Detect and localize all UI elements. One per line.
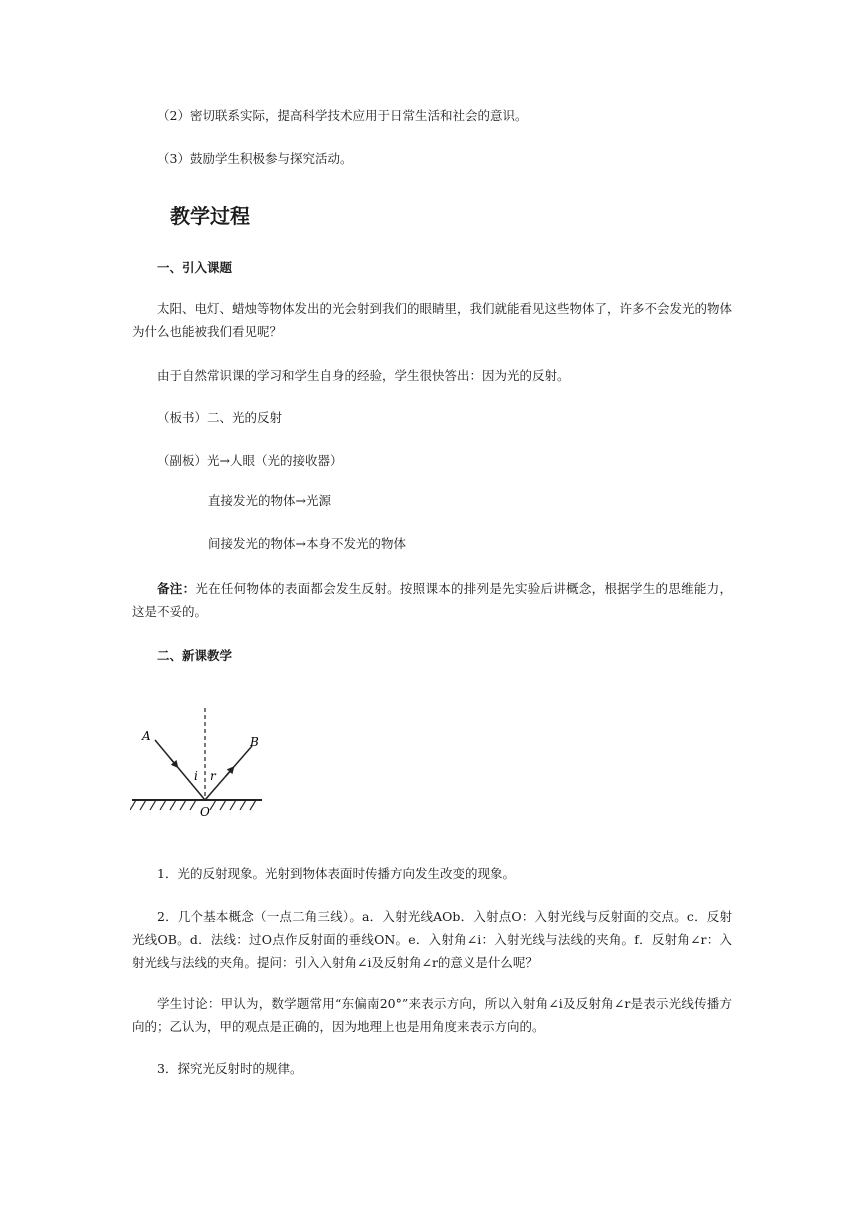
point-o-label: O	[200, 805, 210, 819]
mirror-hatching	[130, 800, 256, 810]
new-lesson-item-1: 1．光的反射现象。光射到物体表面时传播方向发生改变的现象。	[157, 866, 515, 881]
angle-r-label: r	[210, 769, 216, 783]
process-title: 教学过程	[170, 204, 250, 228]
section-1-heading: 一、引入课题	[157, 260, 233, 275]
point-b-label: B	[250, 735, 259, 749]
angle-i-label: i	[194, 769, 198, 783]
answer-paragraph: 由于自然常识课的学习和学生自身的经验，学生很快答出：因为光的反射。	[157, 368, 570, 383]
remark-text: 光在任何物体的表面都会发生反射。按照课本的排列是先实验后讲概念，根据学生的思维能力，这是不妥的。	[132, 581, 732, 619]
remark-label: 备注：	[157, 581, 196, 596]
new-lesson-item-2: 2．几个基本概念（一点二角三线）。a．入射光线AOb．入射点O：入射光线与反射面的交点。c．反射光线OB。d．法线：过O点作反射面的垂线ON。e．入射角∠i：入射光线与法线的夹角。f．反射角∠r：入射光线与法线的夹角。提问：引入入射角∠i及反射角∠r的意义是什么呢？	[132, 909, 732, 970]
remark-paragraph	[132, 577, 732, 623]
reflection-diagram	[130, 700, 270, 820]
sub-board-note: （副板）光→人眼（光的接收器）	[157, 453, 343, 468]
indirect-light-source: 间接发光的物体→本身不发光的物体	[208, 536, 406, 551]
board-note: （板书）二、光的反射	[157, 410, 283, 425]
objective-item-2: （2）密切联系实际，提高科学技术应用于日常生活和社会的意识。	[157, 108, 528, 123]
new-lesson-item-3: 3．探究光反射时的规律。	[157, 1061, 303, 1076]
direct-light-source: 直接发光的物体→光源	[208, 493, 331, 508]
section-2-heading: 二、新课教学	[157, 648, 233, 663]
objective-item-3: （3）鼓励学生积极参与探究活动。	[157, 151, 353, 166]
intro-paragraph: 太阳、电灯、蜡烛等物体发出的光会射到我们的眼睛里，我们就能看见这些物体了，许多不会发光的物体为什么也能被我们看见呢？	[132, 301, 733, 339]
student-discussion: 学生讨论：甲认为，数学题常用“东偏南20°”来表示方向，所以入射角∠i及反射角∠r是表示光线传播方向的；乙认为，甲的观点是正确的，因为地理上也是用角度来表示方向的。	[132, 996, 732, 1034]
point-a-label: A	[142, 729, 151, 743]
